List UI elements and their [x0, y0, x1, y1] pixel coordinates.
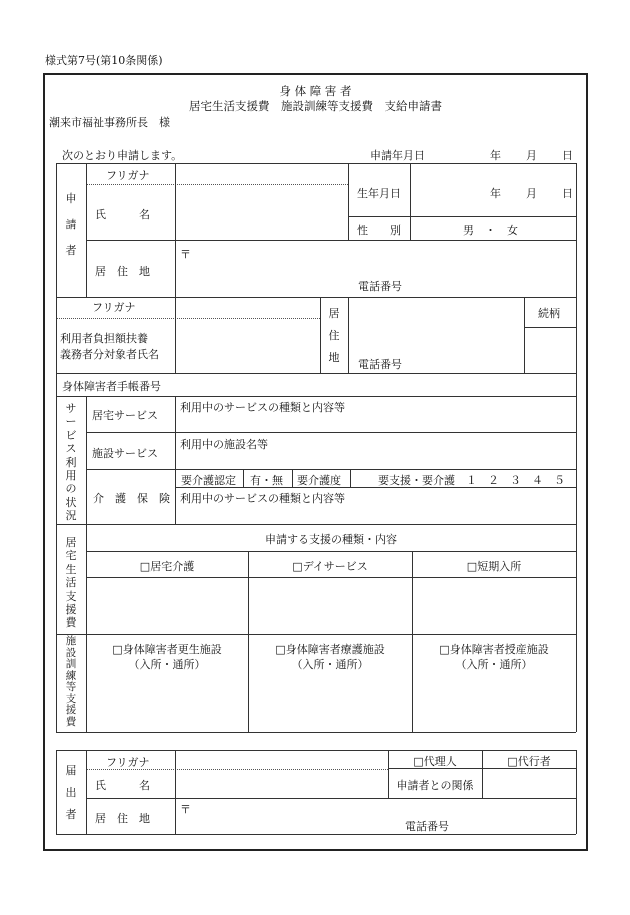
applicant-address-label: 居 住 地 [95, 265, 150, 278]
applicant-furigana-field[interactable] [176, 168, 348, 184]
agent-option[interactable]: □代理人 [413, 755, 457, 768]
nursing-facility-detail: （入所・通所） [291, 658, 369, 671]
care-cert-label: 要介護認定 [181, 474, 236, 487]
relation-label: 申請者との関係 [396, 779, 474, 792]
handbook-number-field[interactable] [176, 375, 575, 395]
home-service-note: 利用中のサービスの種類と内容等 [180, 401, 345, 414]
care-insurance-note: 利用中のサービスの種類と内容等 [180, 492, 345, 505]
care-cert-options[interactable]: 有・無 [250, 474, 283, 487]
applicant-postal-mark: 〒 [180, 248, 191, 261]
dependent-name-line1: 利用者負担額扶養 [60, 332, 148, 345]
sex-label: 性 別 [357, 224, 401, 237]
apply-date-month: 月 [526, 149, 537, 162]
notifier-postal-mark: 〒 [180, 803, 191, 816]
notifier-furigana-label: フリガナ [106, 756, 150, 769]
facility-service-note: 利用中の施設名等 [180, 438, 268, 451]
applicant-section-label: 申請者 [65, 192, 77, 257]
rehab-facility-option[interactable]: □身体障害者更生施設 [112, 643, 222, 656]
dependent-phone-label: 電話番号 [358, 358, 402, 371]
dependent-relation-label: 続柄 [538, 307, 560, 320]
notifier-section-label: 届出者 [65, 764, 77, 821]
care-level-label: 要介護度 [297, 474, 341, 487]
birth-day: 日 [562, 187, 573, 200]
applicant-phone-label: 電話番号 [358, 280, 402, 293]
applicant-name-field[interactable] [176, 186, 348, 238]
handbook-number-label: 身体障害者手帳番号 [62, 380, 161, 393]
sex-options[interactable]: 男 ・ 女 [463, 224, 518, 237]
birth-date-label: 生年月日 [357, 187, 401, 200]
home-support-header: 申請する支援の種類・内容 [265, 533, 397, 546]
notifier-name-label: 氏 名 [95, 779, 150, 792]
day-service-option[interactable]: □デイサービス [292, 560, 368, 573]
home-service-label: 居宅サービス [92, 409, 158, 422]
addressee: 潮来市福祉事務所長 様 [49, 116, 170, 129]
nursing-facility-option[interactable]: □身体障害者療護施設 [275, 643, 385, 656]
apply-date-day: 日 [562, 149, 573, 162]
apply-date-label: 申請年月日 [370, 149, 425, 162]
workshop-facility-option[interactable]: □身体障害者授産施設 [439, 643, 549, 656]
form-title-line2: 居宅生活支援費 施設訓練等支援費 支給申請書 [189, 99, 442, 113]
workshop-facility-detail: （入所・通所） [455, 658, 533, 671]
short-stay-option[interactable]: □短期入所 [466, 560, 522, 573]
notifier-phone-label: 電話番号 [405, 820, 449, 833]
home-support-section-label: 居宅生活支援費 [65, 536, 77, 630]
facility-support-section-label: 施設訓練等支援費 [65, 635, 77, 728]
dependent-furigana-label: フリガナ [92, 301, 136, 314]
apply-date-year: 年 [490, 149, 501, 162]
notifier-address-label: 居 住 地 [95, 812, 150, 825]
dependent-address-label: 居住地 [328, 307, 340, 364]
form-number: 様式第7号(第10条関係) [45, 54, 163, 67]
proxy-option[interactable]: □代行者 [507, 755, 551, 768]
home-care-option[interactable]: □居宅介護 [139, 560, 195, 573]
birth-year: 年 [490, 187, 501, 200]
applicant-name-label: 氏 名 [95, 208, 150, 221]
rehab-facility-detail: （入所・通所） [128, 658, 206, 671]
care-level-options[interactable]: 要支援・要介護 １ ２ ３ ４ ５ [378, 474, 565, 487]
applicant-furigana-label: フリガナ [106, 169, 150, 182]
form-title-line1: 身 体 障 害 者 [279, 84, 352, 98]
intro-text: 次のとおり申請します。 [62, 149, 183, 162]
service-status-section-label: サービス利用の状況 [65, 402, 77, 523]
facility-service-label: 施設サービス [92, 447, 158, 460]
care-insurance-label: 介 護 保 険 [93, 492, 170, 505]
dependent-name-line2: 義務者分対象者氏名 [60, 348, 159, 361]
birth-month: 月 [526, 187, 537, 200]
